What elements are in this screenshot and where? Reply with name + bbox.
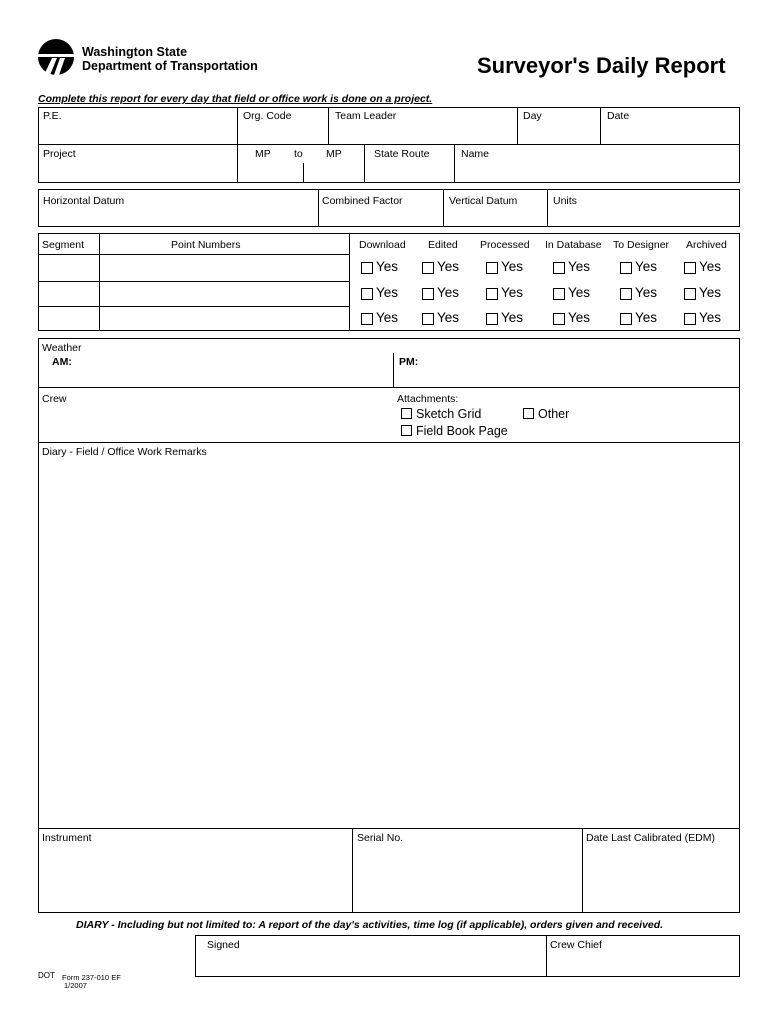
team-leader-field[interactable] bbox=[330, 124, 515, 142]
page-title: Surveyor's Daily Report bbox=[477, 53, 726, 78]
point-numbers-header: Point Numbers bbox=[171, 239, 241, 251]
mp-to-field[interactable] bbox=[305, 164, 362, 182]
segment-field[interactable] bbox=[40, 307, 98, 330]
download-yes-checkbox[interactable] bbox=[361, 262, 373, 274]
field-book-page-label: Field Book Page bbox=[416, 424, 508, 438]
mp-to-label: to bbox=[294, 148, 303, 160]
mp-from-field[interactable] bbox=[239, 164, 301, 182]
project-label: Project bbox=[43, 148, 76, 160]
instruction-text: Complete this report for every day that field or office work is done on a project. bbox=[38, 93, 433, 105]
org-code-field[interactable] bbox=[239, 124, 326, 142]
crew-field[interactable] bbox=[40, 406, 390, 440]
diary-label: Diary - Field / Office Work Remarks bbox=[42, 446, 207, 458]
yes-label: Yes bbox=[437, 310, 460, 325]
state-route-field[interactable] bbox=[366, 162, 452, 181]
instrument-field[interactable] bbox=[40, 848, 350, 911]
form-number: Form 237-010 EF bbox=[62, 973, 121, 982]
other-label: Other bbox=[538, 407, 570, 421]
diary-remarks-field[interactable] bbox=[40, 462, 738, 826]
archived-yes-checkbox[interactable] bbox=[684, 313, 696, 325]
yes-label: Yes bbox=[501, 285, 524, 300]
attachments-label: Attachments: bbox=[397, 393, 459, 405]
horizontal-datum-field[interactable] bbox=[40, 208, 316, 225]
point-numbers-field[interactable] bbox=[101, 282, 348, 305]
processed-yes-checkbox[interactable] bbox=[486, 262, 498, 274]
yes-label: Yes bbox=[699, 285, 722, 300]
yes-label: Yes bbox=[501, 310, 524, 325]
processed-yes-checkbox[interactable] bbox=[486, 288, 498, 300]
yes-label: Yes bbox=[635, 310, 658, 325]
yes-label: Yes bbox=[568, 310, 591, 325]
name-label: Name bbox=[461, 148, 490, 160]
yes-label: Yes bbox=[437, 285, 460, 300]
yes-label: Yes bbox=[635, 285, 658, 300]
archived-yes-checkbox[interactable] bbox=[684, 288, 696, 300]
horizontal-datum-label: Horizontal Datum bbox=[43, 195, 125, 207]
team-leader-label: Team Leader bbox=[335, 110, 397, 122]
in-database-yes-checkbox[interactable] bbox=[553, 262, 565, 274]
sketch-grid-checkbox[interactable] bbox=[401, 408, 412, 419]
vertical-datum-field[interactable] bbox=[445, 208, 545, 225]
to-designer-yes-checkbox[interactable] bbox=[620, 262, 632, 274]
download-yes-checkbox[interactable] bbox=[361, 313, 373, 325]
crew-label: Crew bbox=[42, 393, 67, 405]
name-field[interactable] bbox=[456, 162, 738, 181]
edited-yes-checkbox[interactable] bbox=[422, 288, 434, 300]
weather-pm-label: PM: bbox=[399, 356, 419, 368]
field-book-page-checkbox[interactable] bbox=[401, 425, 412, 436]
segment-field[interactable] bbox=[40, 256, 98, 280]
day-field[interactable] bbox=[519, 124, 598, 142]
processed-yes-checkbox[interactable] bbox=[486, 313, 498, 325]
yes-label: Yes bbox=[699, 310, 722, 325]
instrument-label: Instrument bbox=[42, 832, 92, 844]
signed-field[interactable] bbox=[197, 953, 544, 975]
status-header-archived: Archived bbox=[686, 239, 727, 251]
yes-label: Yes bbox=[568, 285, 591, 300]
pe-label: P.E. bbox=[43, 110, 62, 122]
to-designer-yes-checkbox[interactable] bbox=[620, 288, 632, 300]
mp-from-label: MP bbox=[255, 148, 271, 160]
yes-label: Yes bbox=[376, 310, 399, 325]
status-header-edited: Edited bbox=[428, 239, 458, 251]
segment-field[interactable] bbox=[40, 282, 98, 305]
status-header-in-database: In Database bbox=[545, 239, 602, 251]
org-code-label: Org. Code bbox=[243, 110, 292, 122]
yes-label: Yes bbox=[568, 259, 591, 274]
combined-factor-field[interactable] bbox=[320, 208, 441, 225]
download-yes-checkbox[interactable] bbox=[361, 288, 373, 300]
wsdot-logo-icon bbox=[37, 38, 75, 76]
in-database-yes-checkbox[interactable] bbox=[553, 288, 565, 300]
vertical-datum-label: Vertical Datum bbox=[449, 195, 518, 207]
dot-label: DOT bbox=[38, 971, 55, 980]
date-calibrated-label: Date Last Calibrated (EDM) bbox=[586, 832, 715, 844]
day-label: Day bbox=[523, 110, 542, 122]
diary-footnote: DIARY - Including but not limited to: A report of the day's activities, time log (if applicable), orders given and received. bbox=[76, 919, 664, 931]
date-label: Date bbox=[607, 110, 630, 122]
sketch-grid-label: Sketch Grid bbox=[416, 407, 482, 421]
units-field[interactable] bbox=[549, 208, 738, 225]
yes-label: Yes bbox=[635, 259, 658, 274]
edited-yes-checkbox[interactable] bbox=[422, 262, 434, 274]
form-date: 1/2007 bbox=[64, 981, 87, 990]
date-calibrated-field[interactable] bbox=[584, 848, 738, 911]
units-label: Units bbox=[553, 195, 577, 207]
yes-label: Yes bbox=[437, 259, 460, 274]
pe-field[interactable] bbox=[40, 124, 235, 142]
in-database-yes-checkbox[interactable] bbox=[553, 313, 565, 325]
agency-name-line2: Department of Transportation bbox=[82, 59, 258, 73]
crew-chief-label: Crew Chief bbox=[550, 939, 602, 951]
weather-am-label: AM: bbox=[52, 356, 72, 368]
project-field[interactable] bbox=[40, 162, 235, 181]
yes-label: Yes bbox=[376, 259, 399, 274]
status-header-processed: Processed bbox=[480, 239, 530, 251]
yes-label: Yes bbox=[699, 259, 722, 274]
status-header-to-designer: To Designer bbox=[613, 239, 670, 251]
segment-header: Segment bbox=[42, 239, 85, 251]
agency-name-line1: Washington State bbox=[82, 45, 188, 59]
serial-no-field[interactable] bbox=[354, 848, 580, 911]
combined-factor-label: Combined Factor bbox=[322, 195, 403, 207]
mp-end-label: MP bbox=[326, 148, 342, 160]
weather-pm-field[interactable] bbox=[422, 354, 737, 384]
crew-chief-field[interactable] bbox=[548, 953, 738, 975]
edited-yes-checkbox[interactable] bbox=[422, 313, 434, 325]
state-route-label: State Route bbox=[374, 148, 430, 160]
yes-label: Yes bbox=[501, 259, 524, 274]
weather-am-field[interactable] bbox=[76, 354, 390, 384]
point-numbers-field[interactable] bbox=[101, 307, 348, 330]
yes-label: Yes bbox=[376, 285, 399, 300]
other-checkbox[interactable] bbox=[523, 408, 534, 419]
signed-label: Signed bbox=[207, 939, 240, 951]
point-numbers-field[interactable] bbox=[101, 256, 348, 280]
status-header-download: Download bbox=[359, 239, 406, 251]
to-designer-yes-checkbox[interactable] bbox=[620, 313, 632, 325]
archived-yes-checkbox[interactable] bbox=[684, 262, 696, 274]
serial-no-label: Serial No. bbox=[357, 832, 404, 844]
weather-label: Weather bbox=[42, 342, 82, 354]
date-field[interactable] bbox=[602, 124, 738, 142]
